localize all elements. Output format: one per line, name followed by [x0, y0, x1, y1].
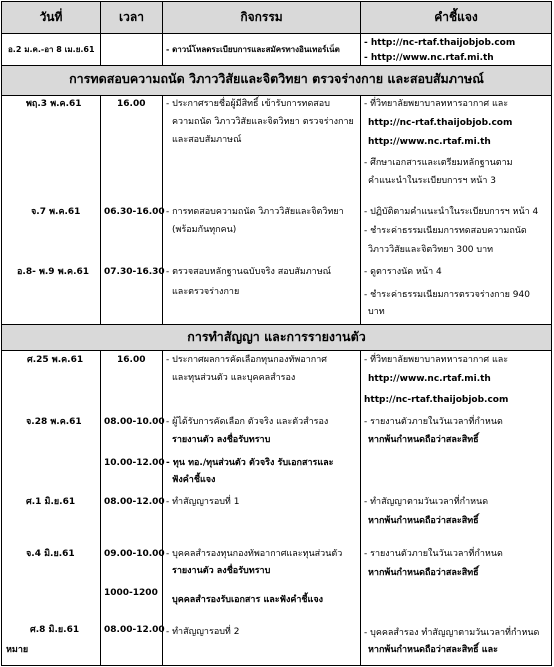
s1r1-link1[interactable]: http://nc-rtaf.thaijobjob.com [368, 118, 513, 128]
s1r2-date: จ.7 พ.ค.61 [31, 207, 81, 217]
s1r2-act1: - การทดสอบความถนัด วิภาววิสัยและจิตวิทยา [166, 207, 344, 217]
s2r2-act1: - ผู้ได้รับการคัดเลือก ตัวจริง และตัวสำรอง [166, 417, 329, 427]
s2r7-date: ศ.8 มิ.ย.61 [30, 625, 80, 635]
s1r1-act3: และสอบสัมภาษณ์ [172, 135, 242, 145]
s2r1-act1: - ประกาศผลการคัดเลือกทุนกองทัพอากาศ [166, 355, 328, 365]
s1r2-time: 06.30-16.00 [104, 207, 165, 217]
s1r1-note2: - ศึกษาเอกสารและเตรียมหลักฐานตาม [364, 158, 513, 168]
s2r7-note1: - บุคคลสำรอง ทำสัญญาตามวันเวลาที่กำหนด [364, 628, 540, 638]
s1r3-note2: - ชำระค่าธรรมเนียมการตรวจร่างกาย 940 [364, 290, 530, 300]
s1r1-note1: - ที่วิทยาลัยพยาบาลทหารอากาศ และ [364, 99, 509, 109]
row0-date: อ.2 ม.ค.-อา 8 เม.ย.61 [8, 45, 95, 54]
s1r2-note1: - ปฏิบัติตามคำแนะนำในระเบียบการฯ หน้า 4 [364, 207, 539, 217]
s1r1-date: พฤ.3 พ.ค.61 [26, 99, 82, 109]
row0-link1[interactable]: - http://nc-rtaf.thaijobjob.com [364, 38, 516, 48]
s2r3-act1: - ทุน ทอ./ทุนส่วนตัว ตัวจริง รับเอกสารและ [166, 458, 334, 468]
row0-link2[interactable]: - http://www.nc.rtaf.mi.th [364, 53, 494, 63]
s2r6-act1: บุคคลสำรองรับเอกสาร และฟังคำชี้แจง [172, 595, 324, 605]
s2r4-note2: หากพ้นกำหนดถือว่าสละสิทธิ์ [368, 516, 479, 526]
s2r4-note1: - ทำสัญญาตามวันเวลาที่กำหนด [364, 497, 489, 507]
s2r2-act2: รายงานตัว ลงชื่อรับทราบ [172, 435, 271, 445]
s2r1-note1: - ที่วิทยาลัยพยาบาลทหารอากาศ และ [364, 355, 509, 365]
s2r7-act1: - ทำสัญญารอบที่ 2 [166, 627, 240, 637]
s2r4-act1: - ทำสัญญารอบที่ 1 [166, 497, 240, 507]
col-header-instructions: คำชี้แจง [434, 10, 478, 24]
s2r2-date: จ.28 พ.ค.61 [26, 417, 82, 427]
s1r3-note1: - ดูตารางนัด หน้า 4 [364, 267, 442, 277]
s2r5-note1: - รายงานตัวภายในวันเวลาที่กำหนด [364, 549, 503, 559]
s2r1-link2[interactable]: http://nc-rtaf.thaijobjob.com [364, 395, 509, 405]
s2r3-time: 10.00-12.00 [104, 458, 165, 468]
s2r5-note2: หากพ้นกำหนดถือว่าสละสิทธิ์ [368, 568, 479, 578]
s1r1-time: 16.00 [117, 99, 146, 109]
s2r5-date: จ.4 มิ.ย.61 [26, 549, 75, 559]
s2r6-time: 1000-1200 [104, 588, 158, 598]
s2r3-act2: ฟังคำชี้แจง [172, 475, 216, 485]
s1r2-note3: วิภาววิสัยและจิตวิทยา 300 บาท [368, 245, 494, 255]
row0-activity: - ดาวน์โหลดระเบียบการและสมัครทางอินเทอร์เน็ต [166, 45, 340, 54]
s2r5-act2: รายงานตัว ลงชื่อรับทราบ [172, 566, 271, 576]
col-header-activity: กิจกรรม [240, 10, 283, 24]
s2r2-note1: - รายงานตัวภายในวันเวลาที่กำหนด [364, 417, 503, 427]
col-header-time: เวลา [119, 10, 144, 24]
s1r3-time: 07.30-16.30 [104, 267, 165, 277]
s1r3-note3: บาท [368, 307, 385, 317]
s1r1-link2[interactable]: http://www.nc.rtaf.mi.th [368, 137, 491, 147]
s2r1-link1[interactable]: http://www.nc.rtaf.mi.th [368, 374, 491, 384]
section1-title: การทดสอบความถนัด วิภาววิสัยและจิตวิทยา ตรวจร่างกาย และสอบสัมภาษณ์ [69, 71, 484, 86]
s2r7-time: 08.00-12.00 [104, 625, 165, 635]
s2r1-act2: และทุนส่วนตัว และบุคคลสำรอง [172, 373, 296, 383]
col-header-date: วันที่ [39, 10, 63, 24]
s1r1-note3: คำแนะนำในระเบียบการฯ หน้า 3 [368, 176, 497, 186]
s2r2-note2: หากพ้นกำหนดถือว่าสละสิทธิ์ [368, 435, 479, 445]
s2r5-time: 09.00-10.00 [104, 549, 165, 559]
s1r3-act1: - ตรวจสอบหลักฐานฉบับจริง สอบสัมภาษณ์ [166, 267, 332, 277]
s1r3-date: อ.8- พ.9 พ.ค.61 [17, 267, 90, 277]
s1r1-act2: ความถนัด วิภาววิสัยและจิตวิทยา ตรวจร่างกาย [172, 117, 354, 127]
section2-title: การทำสัญญา และการรายงานตัว [187, 329, 366, 344]
s1r2-act2: (พร้อมกันทุกคน) [172, 225, 237, 235]
s1r1-act1: - ประกาศรายชื่อผู้มีสิทธิ์ เข้ารับการทดสอบ [166, 99, 330, 109]
s2r2-time: 08.00-10.00 [104, 417, 165, 427]
s2r7-note2: หากพ้นกำหนดถือว่าสละสิทธิ์ และ [368, 645, 498, 655]
s2r1-time: 16.00 [117, 355, 146, 365]
s1r2-note2: - ชำระค่าธรรมเนียมการทดสอบความถนัด [364, 226, 527, 236]
footnote-label: หมาย [6, 645, 29, 655]
s2r4-date: ศ.1 มิ.ย.61 [26, 497, 76, 507]
s2r5-act1: - บุคคลสำรองทุนกองทัพอากาศและทุนส่วนตัว [166, 549, 343, 559]
s2r4-time: 08.00-12.00 [104, 497, 165, 507]
s2r1-date: ศ.25 พ.ค.61 [27, 355, 84, 365]
s1r3-act2: และตรวจร่างกาย [172, 287, 240, 297]
